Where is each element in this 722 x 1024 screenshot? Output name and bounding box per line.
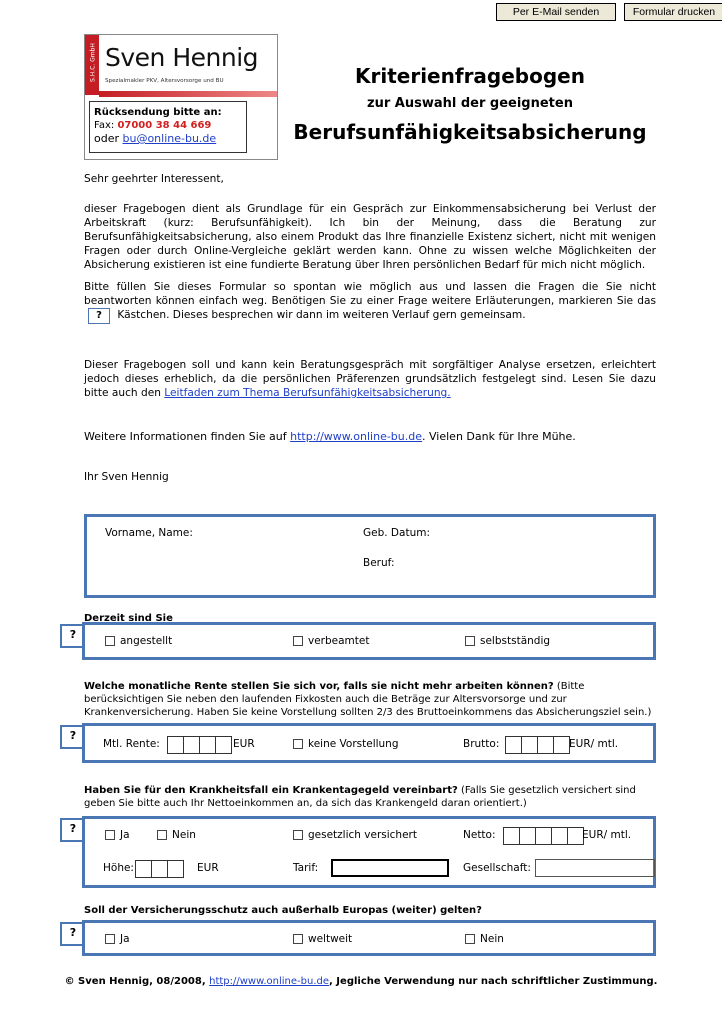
pension-eur-label: EUR [233, 738, 255, 750]
insurer-input[interactable] [535, 859, 655, 877]
greeting: Sehr geehrter Interessent, [84, 173, 224, 185]
abroad-no-label: Nein [480, 933, 504, 945]
civil-servant-checkbox[interactable] [293, 636, 303, 646]
tariff-input[interactable] [331, 859, 449, 877]
q2-question: Welche monatliche Rente stellen Sie sich vor, falls sie nicht mehr arbeiten können? (Bitte berücksichtigen Sie neben den laufenden Fixkosten auch die Beträge zur Altersvorsorge und zur Krankenversicherung. Haben Sie keine Vorstellung sollten 2/3 des Bruttoeinkommens das Absicherungsziel sein.) [84, 681, 652, 718]
statutory-checkbox[interactable] [293, 830, 303, 840]
sick-pay-yes-label: Ja [120, 829, 130, 841]
logo-name: Sven Hennig [105, 43, 259, 72]
abroad-no-checkbox[interactable] [465, 934, 475, 944]
name-label: Vorname, Name: [105, 527, 193, 539]
insurer-label: Gesellschaft: [463, 862, 531, 874]
return-fax: Fax: 07000 38 44 669 [94, 120, 212, 131]
page-subtitle: zur Auswahl der geeigneten [367, 96, 573, 111]
no-idea-checkbox[interactable] [293, 739, 303, 749]
statutory-label: gesetzlich versichert [308, 829, 417, 841]
gross-label: Brutto: [463, 738, 500, 750]
sick-pay-no-checkbox[interactable] [157, 830, 167, 840]
page-title-2: Berufsunfähigkeitsabsicherung [293, 120, 647, 144]
paragraph-4: Weitere Informationen finden Sie auf http://www.online-bu.de. Vielen Dank für Ihre Mühe. [84, 430, 576, 443]
q3-help-box[interactable]: ? [60, 818, 84, 842]
worldwide-label: weltweit [308, 933, 353, 945]
q1-help-box[interactable]: ? [60, 624, 84, 648]
website-link[interactable]: http://www.online-bu.de [290, 430, 423, 443]
gross-income-input[interactable] [505, 736, 570, 754]
paragraph-1: dieser Fragebogen dient als Grundlage für ein Gespräch zur Einkommensabsicherung bei Verlust der Arbeitskraft (kurz: Berufsunfähigkeit). Ich bin der Meinung, dass die Beratung zur Berufsunfähigkeitsabsicherung, also einem Produkt das Ihre finanzielle Existenz sichert, nicht mit wenigen Fragen oder durch Online-Vergleiche geklärt werden kann. Ohne zu wissen welche Möglichkeiten der Absicherung existieren ist eine fundierte Beratung über Ihren persönlichen Bedarf für mich nicht möglich. [84, 203, 656, 271]
no-idea-label: keine Vorstellung [308, 738, 399, 750]
civil-servant-label: verbeamtet [308, 635, 370, 647]
page-title: Kriterienfragebogen [355, 64, 585, 88]
pension-label: Mtl. Rente: [103, 738, 160, 750]
q2-help-box[interactable]: ? [60, 725, 84, 749]
return-address-box [89, 101, 247, 153]
logo-stripe [99, 91, 277, 97]
return-title: Rücksendung bitte an: [94, 107, 222, 118]
sick-pay-yes-checkbox[interactable] [105, 830, 115, 840]
return-email-link[interactable]: bu@online-bu.de [122, 132, 217, 145]
paragraph-3: Dieser Fragebogen soll und kann kein Beratungsgespräch mit sorgfältiger Analyse ersetzen, erleichtert jedoch dieses erheblich, da die persönlichen Präferenzen grundsätzlich festgelegt sind. Lesen Sie dazu bitte auch den Leitfaden zum Thema Berufsunfähigkeitsabsicherung. [84, 359, 656, 399]
q4-title: Soll der Versicherungsschutz auch außerhalb Europas (weiter) gelten? [84, 905, 482, 916]
tariff-label: Tarif: [293, 862, 319, 874]
personal-data-section [84, 514, 656, 598]
paragraph-2: Bitte füllen Sie dieses Formular so spontan wie möglich aus und lassen die Fragen die Sie nicht beantworten können einfach weg. Benötigen Sie zu einer Frage weitere Erläuterungen, markieren Sie das ? Kästchen. Dieses besprechen wir dann im weiteren Verlauf gern gemeinsam. [84, 280, 656, 324]
self-employed-label: selbstständig [480, 635, 551, 647]
return-email: oder bu@online-bu.de [94, 132, 217, 145]
pension-amount-input[interactable] [167, 736, 232, 754]
amount-eur-label: EUR [197, 862, 219, 874]
job-label: Beruf: [363, 557, 395, 569]
footer-link[interactable]: http://www.online-bu.de [209, 976, 330, 987]
sick-pay-amount-input[interactable] [135, 860, 184, 878]
net-label: Netto: [463, 829, 496, 841]
logo-subtitle: Spezialmakler PKV, Altersvorsorge und BU [105, 78, 224, 84]
gross-eur-label: EUR/ mtl. [569, 738, 619, 750]
q1-section [82, 622, 656, 660]
q4-help-box[interactable]: ? [60, 922, 84, 946]
employed-checkbox[interactable] [105, 636, 115, 646]
company-logo [84, 34, 278, 160]
q2-section [82, 723, 656, 763]
amount-label: Höhe: [103, 862, 134, 874]
logo-company-vertical: S.H.C. GmbH [89, 43, 97, 82]
employed-label: angestellt [120, 635, 173, 647]
print-form-button[interactable]: Formular drucken [624, 3, 722, 21]
net-eur-label: EUR/ mtl. [582, 829, 632, 841]
email-send-button[interactable]: Per E-Mail senden [496, 3, 616, 21]
q1-title: Derzeit sind Sie [84, 613, 173, 624]
signature: Ihr Sven Hennig [84, 471, 169, 483]
q3-question: Haben Sie für den Krankheitsfall ein Krankentagegeld vereinbart? (Falls Sie gesetzlich versichert sind geben Sie bitte auch Ihr Nettoeinkommen an, da sich das Krankengeld daran orientiert.) [84, 785, 636, 809]
self-employed-checkbox[interactable] [465, 636, 475, 646]
worldwide-checkbox[interactable] [293, 934, 303, 944]
abroad-yes-checkbox[interactable] [105, 934, 115, 944]
abroad-yes-label: Ja [120, 933, 130, 945]
net-income-input[interactable] [503, 827, 584, 845]
birthdate-label: Geb. Datum: [363, 527, 430, 539]
q3-section [82, 816, 656, 888]
help-marker-sample: ? [88, 308, 110, 324]
sick-pay-no-label: Nein [172, 829, 196, 841]
q4-section [82, 920, 656, 956]
footer-copyright: © Sven Hennig, 08/2008, http://www.online-bu.de, Jegliche Verwendung nur nach schriftlicher Zustimmung. [64, 976, 658, 987]
guide-link[interactable]: Leitfaden zum Thema Berufsunfähigkeitsabsicherung. [164, 387, 451, 399]
